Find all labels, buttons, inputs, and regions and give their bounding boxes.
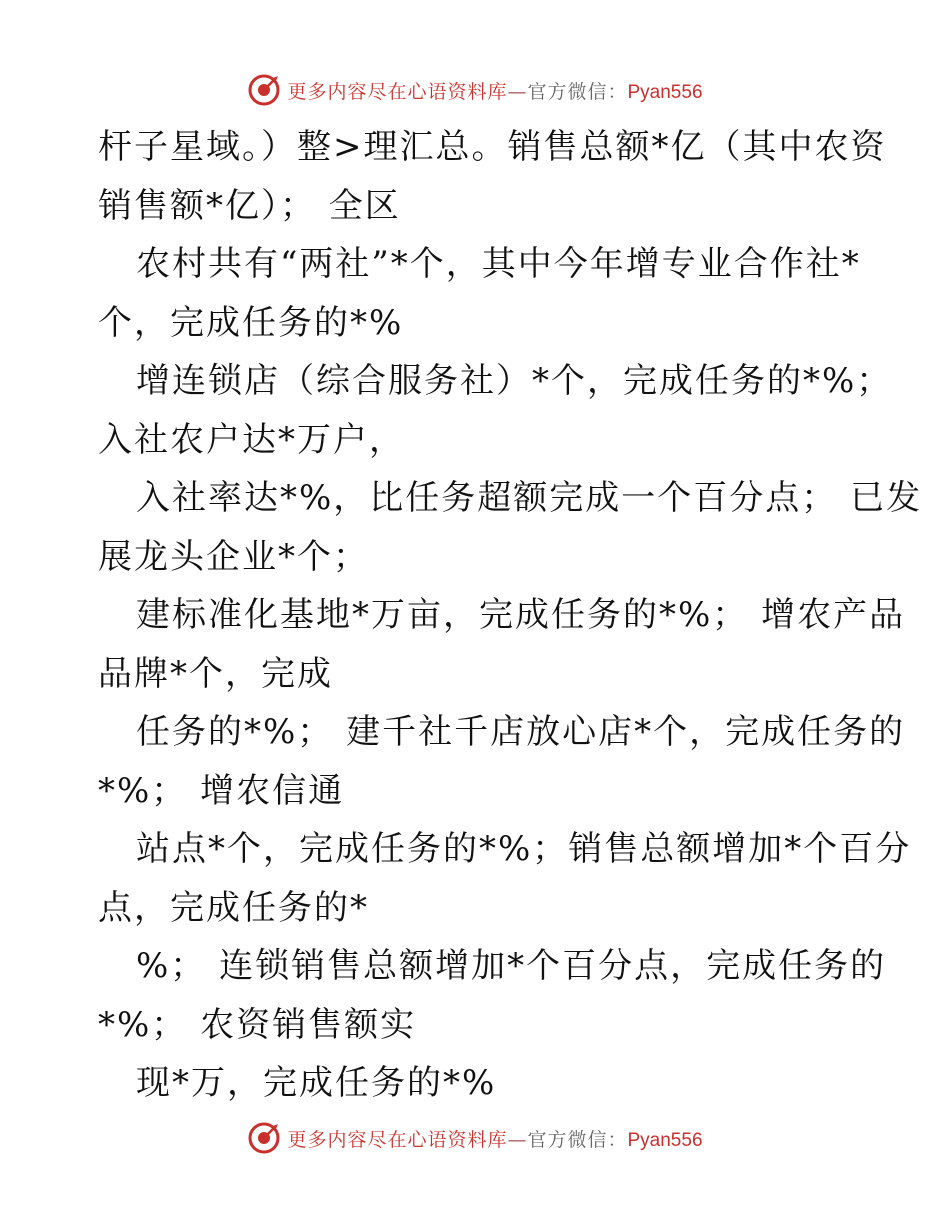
body-line: *%； 农资销售额实 bbox=[98, 1004, 417, 1045]
body-line: 个，完成任务的*% bbox=[98, 302, 404, 343]
body-line: 现*万，完成任务的*% bbox=[136, 1063, 497, 1103]
body-line: 农村共有“两社”*个，其中今年增专业合作社* bbox=[136, 244, 861, 284]
footer-banner-text bbox=[287, 1125, 702, 1152]
body-line: 建标准化基地*万亩，完成任务的*%； 增农产品 bbox=[136, 595, 906, 635]
header-banner-sub: 官方微信： bbox=[527, 80, 628, 103]
header-banner-dash: — bbox=[507, 80, 528, 103]
body-line: 入社率达*%，比任务超额完成一个百分点； 已发 bbox=[136, 478, 923, 518]
body-line: *%； 增农信通 bbox=[98, 770, 345, 811]
body-line: 点，完成任务的* bbox=[98, 887, 369, 928]
body-line: 展龙头企业*个； bbox=[98, 536, 369, 577]
footer-banner-main: 更多内容尽在心语资料库 bbox=[287, 1128, 508, 1151]
body-line: 入社农户达*万户， bbox=[98, 419, 405, 460]
body-line: 销售额*亿）； 全区 bbox=[98, 185, 401, 226]
brand-logo-icon bbox=[247, 73, 281, 107]
header-banner bbox=[0, 70, 950, 110]
body-line: 品牌*个，完成 bbox=[98, 653, 333, 694]
footer-banner-sub: 官方微信： bbox=[527, 1128, 628, 1151]
header-banner-main: 更多内容尽在心语资料库 bbox=[287, 80, 508, 103]
body-line: 站点*个，完成任务的*%；销售总额增加*个百分 bbox=[136, 829, 912, 869]
body-line: 杆子星域。）整>理汇总。销售总额*亿（其中农资 bbox=[98, 127, 887, 167]
footer-banner bbox=[0, 1118, 950, 1158]
header-banner-handle: Pyan556 bbox=[627, 81, 703, 103]
body-line: %； 连锁销售总额增加*个百分点，完成任务的 bbox=[136, 946, 887, 986]
body-line: 增连锁店（综合服务社）*个，完成任务的*%； bbox=[136, 361, 893, 401]
footer-banner-dash: — bbox=[507, 1128, 528, 1151]
document-body bbox=[98, 118, 923, 1113]
header-banner-text bbox=[287, 77, 702, 104]
brand-logo-icon bbox=[247, 1121, 281, 1155]
body-line: 任务的*%； 建千社千店放心店*个，完成任务的 bbox=[136, 712, 906, 752]
footer-banner-handle: Pyan556 bbox=[627, 1129, 703, 1151]
